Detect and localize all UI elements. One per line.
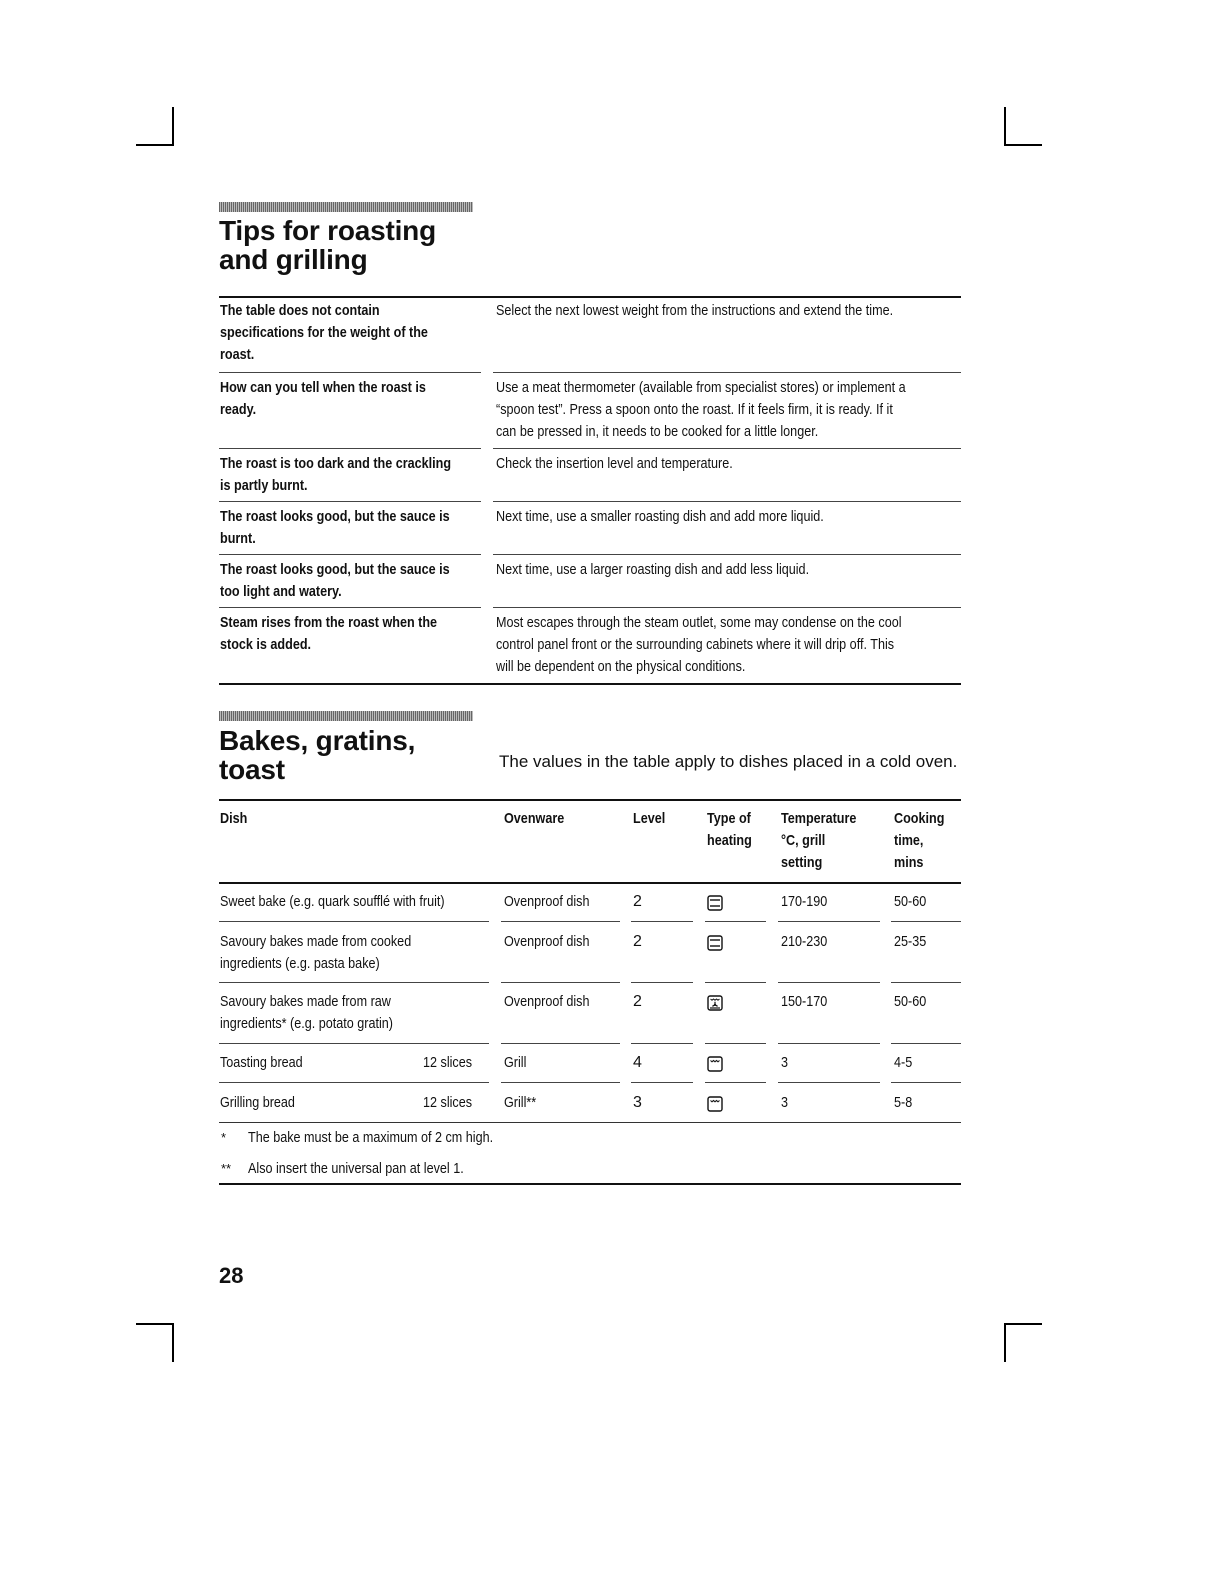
tip-answer (496, 506, 961, 528)
row-separator (219, 1043, 489, 1044)
row-separator (219, 1082, 489, 1083)
row-separator (501, 921, 620, 922)
tip-question-text: The roast is too dark and the crackling (220, 455, 452, 472)
column-header-text: mins (894, 854, 924, 871)
row-separator (219, 607, 481, 608)
row-separator (631, 921, 693, 922)
top-bottom-heat-icon (707, 935, 723, 951)
row-separator (493, 554, 961, 555)
row-separator (631, 982, 693, 983)
hot-air-grill-icon (707, 995, 723, 1011)
tip-answer-text: “spoon test”. Press a spoon onto the roast. If it feels firm, it is ready. If it (496, 401, 893, 418)
tip-question (220, 399, 482, 421)
row-separator (891, 1043, 961, 1044)
column-header-text: heating (707, 832, 752, 849)
row-separator (219, 921, 489, 922)
tip-answer (496, 377, 961, 399)
row-separator (631, 1082, 693, 1083)
dish-name-text: Sweet bake (e.g. quark soufflé with fruit) (220, 893, 445, 910)
temperature-text: 150-170 (781, 993, 828, 1010)
column-header (894, 830, 929, 852)
cooking-time-cell (894, 991, 932, 1013)
cooking-time-text: 25-35 (894, 933, 927, 950)
ovenware-text: Grill (504, 1054, 527, 1071)
temperature-cell (781, 891, 836, 913)
temperature-text: 3 (781, 1094, 789, 1111)
tip-question-text: specifications for the weight of the (220, 324, 428, 341)
tip-answer (496, 300, 961, 322)
section-marker-bar (219, 202, 473, 212)
tip-question (220, 344, 482, 366)
cooking-time-cell (894, 1052, 916, 1074)
cooking-time-text: 4-5 (894, 1054, 913, 1071)
column-header (781, 852, 830, 874)
level-cell: 3 (633, 1094, 642, 1111)
dish-name (220, 1092, 309, 1114)
row-separator (219, 372, 481, 373)
row-separator (705, 982, 766, 983)
dish-name (220, 1052, 318, 1074)
tip-answer (496, 453, 961, 475)
tip-answer-text: can be pressed in, it needs to be cooked for a little longer. (496, 423, 819, 440)
ovenware-cell (504, 991, 606, 1013)
column-header-text: Cooking (894, 810, 945, 827)
row-separator (778, 921, 880, 922)
column-header (220, 808, 253, 830)
top-bottom-heat-icon (707, 895, 723, 911)
footnote-text-span: Also insert the universal pan at level 1. (248, 1160, 464, 1177)
footnote-text (248, 1158, 505, 1180)
row-separator (778, 1082, 880, 1083)
column-header-text: Ovenware (504, 810, 565, 827)
tip-answer (496, 399, 961, 421)
column-header-text: Level (633, 810, 666, 827)
section-title: Tips for roasting and grilling (219, 215, 436, 275)
row-separator (778, 982, 880, 983)
tip-question (220, 300, 482, 322)
column-header-text: Temperature (781, 810, 857, 827)
tip-answer-text: Next time, use a larger roasting dish and add less liquid. (496, 561, 810, 578)
row-separator (501, 1082, 620, 1083)
row-separator (219, 501, 481, 502)
dish-name-text: ingredients* (e.g. potato gratin) (220, 1015, 394, 1032)
table-bottom-rule (219, 683, 961, 685)
temperature-text: 170-190 (781, 893, 828, 910)
row-separator (501, 1043, 620, 1044)
temperature-text: 3 (781, 1054, 789, 1071)
dish-quantity-text: 12 slices (423, 1094, 473, 1111)
column-header (707, 830, 760, 852)
tip-question-text: How can you tell when the roast is (220, 379, 426, 396)
column-header-text: Type of (707, 810, 751, 827)
footnote-text-span: The bake must be a maximum of 2 cm high. (248, 1129, 494, 1146)
footnote-mark: * (221, 1130, 227, 1145)
row-separator (891, 982, 961, 983)
section-marker-bar (219, 711, 473, 721)
tip-question (220, 453, 482, 475)
dish-name-text: Grilling bread (220, 1094, 295, 1111)
tip-question-text: The roast looks good, but the sauce is (220, 508, 450, 525)
ovenware-cell (504, 891, 606, 913)
cooking-time-cell (894, 891, 932, 913)
row-separator (891, 1082, 961, 1083)
tip-question (220, 612, 482, 634)
ovenware-cell (504, 1052, 531, 1074)
ovenware-cell (504, 931, 606, 953)
tip-answer-text: control panel front or the surrounding cabinets where it will drip off. This (496, 636, 895, 653)
tip-answer-text: Next time, use a smaller roasting dish and add more liquid. (496, 508, 824, 525)
tip-question-text: ready. (220, 401, 257, 418)
ovenware-cell (504, 1092, 542, 1114)
tip-answer (496, 634, 961, 656)
dish-name (220, 891, 487, 913)
row-separator (493, 607, 961, 608)
row-separator (219, 448, 481, 449)
row-separator (219, 982, 489, 983)
row-separator (891, 921, 961, 922)
row-separator (493, 372, 961, 373)
dish-name (220, 953, 410, 975)
ovenware-text: Ovenproof dish (504, 993, 590, 1010)
cooking-time-cell (894, 1092, 916, 1114)
tip-answer-text: Use a meat thermometer (available from specialist stores) or implement a (496, 379, 906, 396)
column-header-text: Dish (220, 810, 248, 827)
section-title: Bakes, gratins, toast (219, 725, 416, 785)
row-separator (501, 982, 620, 983)
ovenware-text: Ovenproof dish (504, 893, 590, 910)
temperature-cell (781, 931, 836, 953)
table-rule (219, 1122, 961, 1123)
column-header (781, 808, 871, 830)
header-bottom-rule (219, 882, 961, 884)
temperature-text: 210-230 (781, 933, 828, 950)
tip-answer-text: Most escapes through the steam outlet, some may condense on the cool (496, 614, 902, 631)
tip-question-text: Steam rises from the roast when the (220, 614, 438, 631)
column-header (894, 808, 954, 830)
tip-question-text: roast. (220, 346, 255, 363)
column-header-text: setting (781, 854, 823, 871)
row-separator (493, 448, 961, 449)
tip-answer-text: will be dependent on the physical conditions. (496, 658, 746, 675)
level-cell: 4 (633, 1054, 642, 1071)
temperature-cell (781, 1092, 789, 1114)
column-header-text: °C, grill (781, 832, 826, 849)
tip-question (220, 475, 482, 497)
column-header-text: time, (894, 832, 924, 849)
ovenware-text: Ovenproof dish (504, 933, 590, 950)
tip-question (220, 322, 482, 344)
tip-question-text: The table does not contain (220, 302, 380, 319)
tip-question (220, 506, 482, 528)
tip-question-text: too light and watery. (220, 583, 342, 600)
tip-question-text: stock is added. (220, 636, 312, 653)
dish-name (220, 1013, 426, 1035)
row-separator (705, 1082, 766, 1083)
dish-name-text: Toasting bread (220, 1054, 303, 1071)
dish-name-text: Savoury bakes made from raw (220, 993, 391, 1010)
table-intro-text: The values in the table apply to dishes placed in a cold oven. (499, 752, 958, 771)
dish-name (220, 991, 423, 1013)
table-top-rule (219, 799, 961, 801)
tip-answer (496, 421, 961, 443)
row-separator (631, 1043, 693, 1044)
tip-answer (496, 656, 961, 678)
tip-answer-text: Select the next lowest weight from the instructions and extend the time. (496, 302, 894, 319)
footnote-mark: ** (221, 1161, 232, 1176)
dish-name-text: Savoury bakes made from cooked (220, 933, 412, 950)
tip-answer (496, 559, 961, 581)
tip-answer (496, 612, 961, 634)
tip-answer-text: Check the insertion level and temperature. (496, 455, 733, 472)
dish-quantity-text: 12 slices (423, 1054, 473, 1071)
tip-question-text: is partly burnt. (220, 477, 308, 494)
cooking-time-text: 5-8 (894, 1094, 913, 1111)
level-cell: 2 (633, 893, 642, 910)
dish-name-text: ingredients (e.g. pasta bake) (220, 955, 380, 972)
footnote-text (248, 1127, 540, 1149)
row-separator (705, 1043, 766, 1044)
dish-quantity (423, 1052, 481, 1074)
column-header (633, 808, 671, 830)
tip-question-text: The roast looks good, but the sauce is (220, 561, 450, 578)
cooking-time-cell (894, 931, 932, 953)
column-header (781, 830, 834, 852)
page-number: 28 (219, 1263, 244, 1288)
tip-question (220, 528, 482, 550)
level-cell: 2 (633, 993, 642, 1010)
column-header (707, 808, 759, 830)
temperature-cell (781, 1052, 789, 1074)
dish-quantity (423, 1092, 481, 1114)
tip-question (220, 634, 482, 656)
cooking-time-text: 50-60 (894, 993, 927, 1010)
row-separator (493, 501, 961, 502)
row-separator (705, 921, 766, 922)
temperature-cell (781, 991, 836, 1013)
table-bottom-rule (219, 1183, 961, 1185)
tip-question (220, 377, 482, 399)
dish-name (220, 931, 448, 953)
grill-icon (707, 1056, 723, 1072)
tip-question-text: burnt. (220, 530, 256, 547)
table-top-rule (219, 296, 961, 298)
row-separator (219, 554, 481, 555)
ovenware-text: Grill** (504, 1094, 537, 1111)
tip-question (220, 559, 482, 581)
grill-icon (707, 1096, 723, 1112)
column-header (504, 808, 576, 830)
column-header (894, 852, 929, 874)
cooking-time-text: 50-60 (894, 893, 927, 910)
tip-question (220, 581, 482, 603)
level-cell: 2 (633, 933, 642, 950)
row-separator (778, 1043, 880, 1044)
